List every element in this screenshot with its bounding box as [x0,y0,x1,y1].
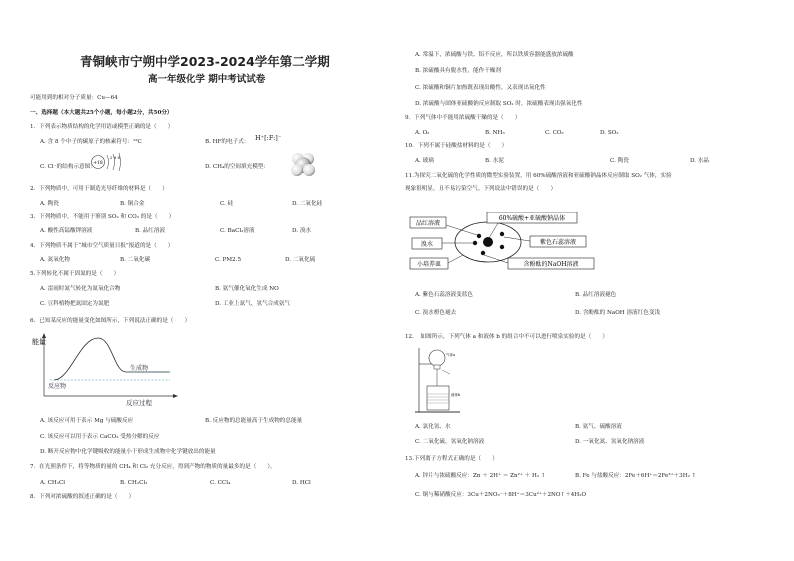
q13-option-c: C. 铜与稀硝酸反应：3Cu＋2NO₃⁻＋8H⁺＝3Cu²⁺＋2NO↑＋4H₂O [415,492,587,498]
q12-option-d: D. 一氧化氮、氢氧化钠溶液 [575,439,645,445]
q6-option-b: B. 反应物的总能量高于生成物的总能量 [205,418,303,424]
q1-option-b: B. HF的电子式： [205,139,250,145]
q7-option-b: B. CH₂Cl₂ [120,480,148,486]
left-column [30,0,380,561]
q11-option-b: B. 品红溶液褪色 [575,292,617,298]
q12-option-a: A. 氯化氢、水 [415,424,451,430]
q5-option-b: B. 氨气催化氧化生成 NO [215,286,279,292]
q8-option-c: C. 浓硫酸和铜片加热既表现出酸性，又表现出氧化性 [415,85,546,91]
cl-ion-structure-diagram [88,150,128,174]
question-5: 5.下列转化不属于固氮的是（ ） [30,271,120,277]
q2-option-c: C. 硅 [220,201,234,207]
q2-option-a: A. 陶瓷 [40,201,59,207]
fountain-experiment-diagram [415,346,475,416]
question-7: 7．在光照条件下，将等物质的量的 CH₄ 和 Cl₂ 充分反应，得到产物的物质的量最多的是（ ）。 [30,464,276,470]
question-12: 12． 如图所示，下列气体 a 和液体 b 的组合中不可以进行喷泉实验的是（ ） [405,334,608,340]
question-9: 9．下列气体中不能用浓硫酸干燥的是（ ） [405,115,521,121]
right-column [400,0,770,561]
q1-option-c: C. Cl⁻的结构示意图： [40,164,96,170]
q6-option-d: D. 断开反应物中化学键吸收的能量小于形成生成物中化学键放出的能量 [40,449,216,455]
energy-axis-label: 能量 [32,338,46,346]
so2-micro-experiment-diagram [408,212,608,274]
q4-option-c: C. PM2.5 [215,257,242,263]
fig11-acid-label: 60%硫酸+亚硫酸钠晶体 [498,215,566,222]
q3-option-d: D. 溴水 [292,228,312,234]
reactant-label: 反应物 [48,383,67,390]
q3-option-c: C. BaCl₂溶液 [220,228,255,234]
q9-option-c: C. CO₂ [545,130,564,136]
fig11-bromine-label: 溴水 [420,241,434,248]
q8-option-a: A. 常温下，浓硫酸与铁、铝不反应，所以铁质容器能盛放浓硫酸 [415,52,574,58]
question-1: 1．下列表示物质结构的化学用语或模型正确的是（ ） [30,124,174,130]
question-6: 6．已知某反应的能量变化如图所示，下列说法正确的是（ ） [30,318,191,324]
q10-option-d: D. 水晶 [690,158,710,164]
q13-option-b: B. Fe 与盐酸反应：2Fe＋6H⁺＝2Fe³⁺＋3H₂ ↑ [575,473,697,479]
q6-option-c: C. 该反应可以用于表示 CaCO₃ 受热分解的反应 [40,434,160,440]
q5-option-a: A. 雷雨时氮气转化为氮氧化合物 [40,286,121,292]
q5-option-d: D. 工业上氮气、氢气合成氨气 [215,301,290,307]
fig11-dish-label: 小培养皿 [416,261,442,268]
q4-option-a: A. 氮氧化物 [40,257,70,263]
q9-option-a: A. O₂ [415,130,430,136]
question-2: 2．下列物质中，可用于制造光导纤维的材料是（ ） [30,186,168,192]
liquid-b-label: 液体b [451,393,461,397]
energy-diagram [30,330,180,408]
q11-option-d: D. 含酚酞的 NaOH 溶液红色变浅 [575,310,661,316]
q3-option-a: A. 酸性高锰酸钾溶液 [40,228,93,234]
exam-subtitle: 高一年级化学 期中考试试卷 [148,74,266,85]
question-11-continued: 现象很明显，且不易污染空气。下列说法中错误的是（ ） [405,186,557,192]
q13-option-a: A. 锌片与浓硫酸反应：Zn ＋ 2H⁺ ＝ Zn²⁺ ＋ H₂ ↑ [415,473,546,479]
q11-option-a: A. 紫色石蕊溶液变蓝色 [415,292,473,298]
question-13: 13.下列离子方程式正确的是（ ） [405,456,498,462]
q3-option-b: B. 品红溶液 [135,228,166,234]
q4-option-b: B. 二氧化碳 [120,257,151,263]
q4-option-d: D. 二氧化硫 [285,257,316,263]
q10-option-b: B. 水泥 [485,158,504,164]
question-8: 8．下列对浓硫酸的叙述正确的是（ ） [30,494,135,500]
q8-option-d: D. 浓硫酸与固体亚硫酸钠反应制取 SO₂ 时，浓硫酸表现出强氧化性 [415,101,583,107]
q9-option-b: B. NH₃ [485,130,505,136]
ch4-space-filling-model [288,150,318,178]
hf-electron-formula: H⁺[:F:]⁻ [255,134,282,142]
q12-option-b: B. 氨气、硫酸溶液 [575,424,622,430]
q11-option-c: C. 溴水橙色褪去 [415,310,457,316]
q2-option-b: B. 铜合金 [120,201,145,207]
question-3: 3．下列物质中，不能用于鉴别 SO₂ 和 CO₂ 的是（ ） [30,214,175,220]
q10-option-a: A. 玻璃 [415,158,434,164]
q7-option-a: A. CH₃Cl [40,480,66,486]
section-one-heading: 一、选择题（本大题共25个小题，每小题2分，共50分） [30,110,173,116]
q8-option-b: B. 浓硫酸具有脱水性，能作干燥剂 [415,68,501,74]
electron-shells: 2 8 8 [109,155,121,160]
fig11-pinhong-label: 品红溶液 [415,220,441,227]
gas-a-label: 气体a [446,353,456,357]
question-4: 4．下列物质不属于“城市空气质量日报”报道的是（ ） [30,243,174,249]
q7-option-c: C. CCl₄ [210,480,231,486]
q7-option-d: D. HCl [292,480,311,486]
nucleus-charge: +18 [93,161,103,166]
product-label: 生成物 [130,365,149,372]
q2-option-d: D. 二氧化硅 [292,201,323,207]
fig11-litmus-label: 紫色石蕊溶液 [539,239,577,246]
q5-option-c: C. 豆科植物把氮固定为氮肥 [40,301,110,307]
fig11-naoh-label: 含酚酞的NaOH溶液 [523,261,579,268]
atomic-mass-note: 可能用到的相对分子质量：Cu—64 [30,95,118,101]
q10-option-c: C. 陶瓷 [610,158,629,164]
question-10: 10．下列不属于硅酸盐材料的是（ ） [405,143,508,149]
q6-option-a: A. 该反应可用于表示 Mg 与硫酸反应 [40,418,134,424]
reaction-progress-label: 反应过程 [126,399,152,407]
q1-option-d: D. CH₄的空间填充模型： [205,164,269,170]
exam-title: 青铜峡市宁朔中学2023-2024学年第二学期 [80,54,330,69]
q12-option-c: C. 二氧化硫、氢氧化钠溶液 [415,439,485,445]
q1-option-a: A. 含 8 个中子的碳原子的核素符号：¹²C [40,139,142,145]
question-11: 11.为探究二氧化硫的化学性质的微型实验装置，用 60%硫酸溶液和亚硫酸钠晶体反应制取 SO₂ 气体，实验 [405,173,672,179]
q9-option-d: D. SO₂ [600,130,619,136]
